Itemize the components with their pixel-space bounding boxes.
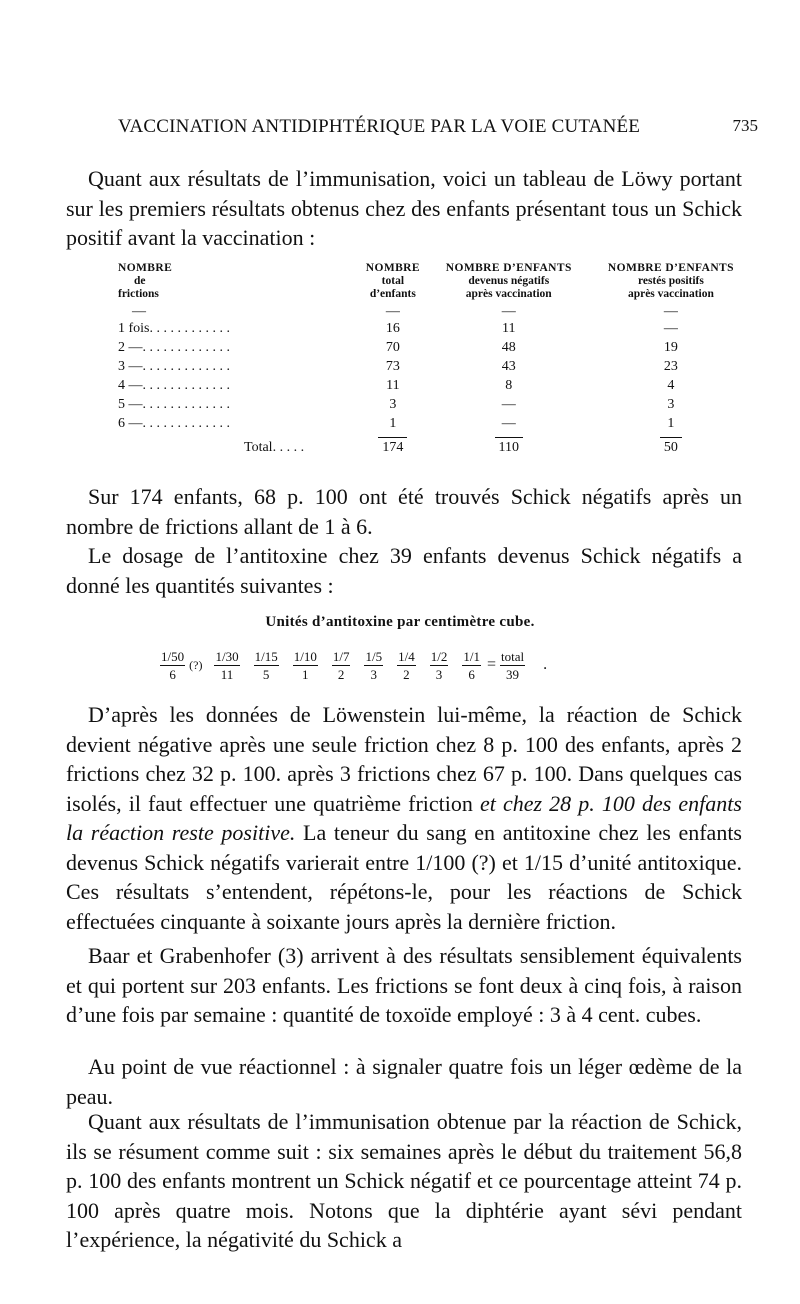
fraction <box>364 649 383 682</box>
paragraph-dosage-text: Le dosage de l’antitoxine chez 39 enfants devenus Schick négatifs a donné les quantités suivantes : <box>66 543 742 598</box>
fraction-numerator: 1/4 <box>398 648 415 664</box>
dash-cell: — <box>501 304 516 319</box>
cell-total: 3 <box>389 397 397 412</box>
header-frictions-line1: NOMBRE <box>118 262 173 274</box>
antitoxin-fractions <box>160 644 547 686</box>
table-header-row <box>118 260 752 305</box>
paragraph-lowenstein-text-c: La teneur du sang en antitoxine chez les enfants devenus Schick négatifs varierait entre 1/100 (?) et 1/15 d’unité antitoxique. Ces résultats s’entendent, répétons-le, pour les réactions de Schick effectuées cinquante à soixante jours après la dernière friction. <box>66 820 742 934</box>
paragraph-baar-text: Baar et Grabenhofer (3) arrivent à des résultats sensiblement équivalents et qui portent sur 203 enfants. Les frictions se font deux à cinq fois, à raison d’une fois par semaine : quantité de toxoïde employé : 3 à 4 cent. cubes. <box>66 943 742 1027</box>
cell-positive: 1 <box>667 416 675 431</box>
table-total-row <box>118 433 752 458</box>
fraction-numerator: 1/2 <box>430 648 448 664</box>
fraction-numerator: 1/10 <box>293 648 317 664</box>
paragraph-summary-text: Sur 174 enfants, 68 p. 100 ont été trouvés Schick négatifs après un nombre de frictions allant de 1 à 6. <box>66 484 742 539</box>
cell-total: 70 <box>385 340 400 355</box>
paragraph-lowenstein-text-a: D’après les données de Löwenstein lui-même, la réaction de Schick devient négative après une seule friction chez 8 p. 100 des enfants, après 2 frictions chez 32 p. 100. après 3 frictions chez 67 p. 100. Dans quelques cas isolés, il faut effectuer une quatrième friction <box>66 702 742 816</box>
paragraph-reaction-text: Au point de vue réactionnel : à signaler quatre fois un léger œdème de la peau. <box>66 1054 742 1109</box>
cell-negative: 43 <box>501 359 516 374</box>
fraction-total <box>500 649 525 682</box>
header-positive-line1: NOMBRE D’ENFANTS <box>607 262 734 274</box>
fraction-numerator: 1/1 <box>463 648 480 664</box>
header-negative-line1: NOMBRE D’ENFANTS <box>445 262 572 274</box>
header-frictions-line3: frictions <box>118 288 159 300</box>
header-positive-line2: restés positifs <box>637 275 704 287</box>
fraction-denominator: 2 <box>403 666 410 682</box>
question-mark: (?) <box>189 657 203 672</box>
fraction-numerator: 1/15 <box>254 648 278 664</box>
results-table <box>118 260 752 458</box>
paragraph-baar <box>66 941 742 1030</box>
total-label: Total. . . . . <box>244 440 305 455</box>
cell-negative: 8 <box>505 378 513 393</box>
table-dash-row <box>118 305 752 319</box>
fraction-numerator: 1/5 <box>365 648 383 664</box>
row-label: 4 —. . . . . . . . . . . . . <box>118 378 230 393</box>
header-total-line1: NOMBRE <box>365 262 420 274</box>
fraction <box>430 649 449 682</box>
header-total-line2: total <box>381 275 405 287</box>
fraction-denominator: 1 <box>302 666 309 682</box>
row-label: 1 fois. . . . . . . . . . . . <box>118 321 230 336</box>
fraction-numerator: 1/30 <box>215 648 239 664</box>
negative-sum-cell <box>428 433 590 458</box>
fraction <box>293 649 318 682</box>
header-positive-line3: après vaccination <box>627 288 714 300</box>
header-frictions-line2: de <box>134 275 146 287</box>
running-head <box>118 116 758 142</box>
header-total-line3: d’enfants <box>369 288 416 300</box>
cell-positive: 19 <box>663 340 678 355</box>
paragraph-lowenstein-italic: et chez 28 p. 100 des enfants la réaction reste positive. <box>66 790 742 845</box>
paragraph-reaction <box>66 1052 742 1111</box>
paragraph-immunisation <box>66 1107 742 1255</box>
total-children: 174 <box>378 437 407 458</box>
cell-negative: 48 <box>501 340 516 355</box>
dash-cell: — <box>663 304 678 319</box>
table-row <box>118 395 752 414</box>
positive-sum-cell <box>590 433 752 458</box>
fraction-denominator: 2 <box>337 666 345 682</box>
fraction <box>214 649 239 682</box>
paragraph-summary <box>66 482 742 541</box>
fraction-denominator: 3 <box>435 666 443 682</box>
header-negative-line3: après vaccination <box>465 288 552 300</box>
paragraph-dosage <box>66 541 742 600</box>
fraction-denominator: 5 <box>262 666 270 682</box>
paragraph-intro-text: Quant aux résultats de l’immunisation, voici un tableau de Löwy portant sur les premiers résultats obtenus chez des enfants présentant tous un Schick positif avant la vaccination : <box>66 166 742 250</box>
page-number: 735 <box>732 116 758 135</box>
cell-total: 16 <box>385 321 400 336</box>
fraction-denominator: 6 <box>169 666 176 682</box>
table-row <box>118 376 752 395</box>
total-sum-cell <box>358 433 428 458</box>
end-period: . <box>543 656 548 673</box>
fraction <box>397 649 416 682</box>
total-positive: 50 <box>660 437 682 458</box>
header-total <box>358 260 428 305</box>
fraction-denominator: 11 <box>220 666 234 682</box>
cell-positive: 3 <box>667 397 675 412</box>
equals-sign: = <box>486 656 496 673</box>
fraction-denominator: 39 <box>506 666 520 682</box>
running-title: VACCINATION ANTIDIPHTÉRIQUE PAR LA VOIE CUTANÉE <box>118 116 641 137</box>
row-label: 2 —. . . . . . . . . . . . . <box>118 340 230 355</box>
dash-cell: — <box>385 304 400 319</box>
dash-cell: — <box>132 304 146 319</box>
header-frictions <box>118 260 358 305</box>
cell-negative: — <box>501 397 516 412</box>
fraction-numerator: total <box>500 648 525 664</box>
paragraph-immunisation-text: Quant aux résultats de l’immunisation obtenue par la réaction de Schick, ils se résument comme suit : six semaines après le début du traitement 56,8 p. 100 des enfants montrent un Schick négatif et ce pourcentage atteint 74 p. 100 après quatre mois. Notons que la diphtérie ayant sévi pendant l’expérience, la négativité du Schick a <box>66 1109 742 1252</box>
fraction-denominator: 6 <box>468 666 475 682</box>
fraction-numerator: 1/7 <box>332 648 350 664</box>
total-negative: 110 <box>495 437 523 458</box>
fraction <box>160 649 185 682</box>
table-row <box>118 357 752 376</box>
antitoxin-heading: Unités d’antitoxine par centimètre cube. <box>265 614 535 630</box>
header-positive <box>590 260 752 305</box>
cell-negative: — <box>501 416 516 431</box>
cell-total: 1 <box>389 416 397 431</box>
fraction-denominator: 3 <box>370 666 378 682</box>
row-label: 3 —. . . . . . . . . . . . . <box>118 359 230 374</box>
fraction <box>462 649 481 682</box>
header-negative <box>428 260 590 305</box>
fraction <box>254 649 279 682</box>
paragraph-intro <box>66 164 742 253</box>
cell-total: 11 <box>386 378 400 393</box>
table-row <box>118 319 752 338</box>
cell-positive: 4 <box>667 378 675 393</box>
row-label: 5 —. . . . . . . . . . . . . <box>118 397 230 412</box>
cell-total: 73 <box>385 359 400 374</box>
row-label: 6 —. . . . . . . . . . . . . <box>118 416 230 431</box>
paragraph-lowenstein <box>66 700 742 936</box>
fraction-numerator: 1/50 <box>161 648 185 664</box>
header-negative-line2: devenus négatifs <box>468 275 550 287</box>
table-row <box>118 414 752 433</box>
table-row <box>118 338 752 357</box>
fraction <box>332 649 351 682</box>
cell-positive: 23 <box>663 359 678 374</box>
cell-positive: — <box>663 321 678 336</box>
cell-negative: 11 <box>502 321 516 336</box>
